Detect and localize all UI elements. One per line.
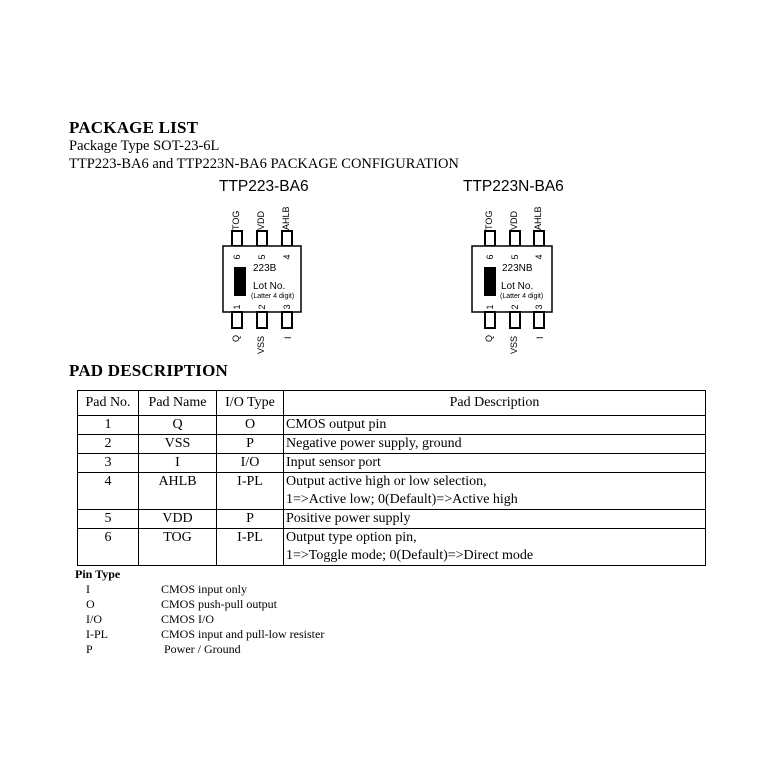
table-row xyxy=(78,529,706,566)
pin-type-code: P xyxy=(86,642,93,656)
pin-name-vdd: VDD xyxy=(509,210,519,230)
pin-type-code: O xyxy=(86,597,95,611)
cell-pad-no: 5 xyxy=(78,510,139,529)
pin-name-q: Q xyxy=(484,334,494,342)
pin-type-description: CMOS I/O xyxy=(161,612,215,626)
pin-type-code: I-PL xyxy=(86,627,108,641)
cell-io-type: P xyxy=(217,510,284,529)
pin-number-3: 3 xyxy=(282,304,292,310)
pin-name-ahlb: AHLB xyxy=(533,206,543,230)
cell-pad-name: AHLB xyxy=(139,473,217,510)
pin-number-5: 5 xyxy=(510,254,520,260)
cell-pad-name: Q xyxy=(139,416,217,435)
table-header-row xyxy=(78,391,706,416)
pin-number-6: 6 xyxy=(485,254,495,260)
description-line-1: Output active high or low selection, xyxy=(286,474,487,489)
cell-pad-no: 3 xyxy=(78,454,139,473)
pin-type-code: I/O xyxy=(86,612,102,626)
cell-description: Input sensor port xyxy=(284,454,706,473)
cell-pad-name: VDD xyxy=(139,510,217,529)
pin-name-vss: VSS xyxy=(256,335,266,354)
description-line-2: 1=>Active low; 0(Default)=>Active high xyxy=(286,492,518,507)
header-io-type: I/O Type xyxy=(217,391,284,416)
cell-description: Positive power supply xyxy=(284,510,706,529)
pin-number-1: 1 xyxy=(485,304,495,310)
pin-name-ahlb: AHLB xyxy=(281,206,291,230)
cell-pad-no: 4 xyxy=(78,473,139,510)
table-row xyxy=(78,416,706,435)
chip-diagram-ttp223n xyxy=(466,200,566,360)
cell-io-type: O xyxy=(217,416,284,435)
header-pad-no: Pad No. xyxy=(78,391,139,416)
pin-type-description: CMOS input and pull-low resister xyxy=(161,627,325,641)
pin-number-2: 2 xyxy=(510,304,520,310)
pin-name-i: I xyxy=(535,336,545,339)
pad-description-title: PAD DESCRIPTION xyxy=(69,361,229,380)
cell-io-type: I/O xyxy=(217,454,284,473)
pin-name-q: Q xyxy=(231,334,241,342)
description-line-1: Output type option pin, xyxy=(286,530,417,545)
cell-description: CMOS output pin xyxy=(284,416,706,435)
pin-name-i: I xyxy=(283,336,293,339)
cell-io-type: I-PL xyxy=(217,473,284,510)
header-pad-description: Pad Description xyxy=(284,391,706,416)
pin-number-4: 4 xyxy=(534,254,544,260)
pad-description-table xyxy=(77,390,706,566)
table-row xyxy=(78,473,706,510)
pin-type-code: I xyxy=(86,582,90,596)
cell-pad-name: TOG xyxy=(139,529,217,566)
cell-description xyxy=(284,473,706,510)
table-row xyxy=(78,510,706,529)
pin-type-description: CMOS push-pull output xyxy=(161,597,278,611)
lot-number-note: (Latter 4 digit) xyxy=(251,293,295,300)
chip-marking: 223B xyxy=(253,263,277,274)
chip-diagram-ttp223 xyxy=(220,200,320,360)
table-row xyxy=(78,435,706,454)
cell-io-type: I-PL xyxy=(217,529,284,566)
lot-number-label: Lot No. xyxy=(253,281,286,292)
description-line-2: 1=>Toggle mode; 0(Default)=>Direct mode xyxy=(286,548,534,563)
cell-description: Negative power supply, ground xyxy=(284,435,706,454)
table-row xyxy=(78,454,706,473)
lot-number-label: Lot No. xyxy=(501,281,534,292)
package-configuration-text: TTP223-BA6 and TTP223N-BA6 PACKAGE CONFIGURATION xyxy=(69,156,459,172)
pin-number-5: 5 xyxy=(257,254,267,260)
pin-type-description: CMOS input only xyxy=(161,582,248,596)
package-type-text: Package Type SOT-23-6L xyxy=(69,138,220,154)
pin-name-vss: VSS xyxy=(509,335,519,354)
cell-pad-no: 2 xyxy=(78,435,139,454)
cell-description xyxy=(284,529,706,566)
package-list-title: PACKAGE LIST xyxy=(69,118,199,137)
chip-title-ttp223n: TTP223N-BA6 xyxy=(463,178,564,195)
chip-title-ttp223: TTP223-BA6 xyxy=(219,178,309,195)
pin-name-tog: TOG xyxy=(484,210,494,230)
header-pad-name: Pad Name xyxy=(139,391,217,416)
lot-number-note: (Latter 4 digit) xyxy=(500,293,544,300)
chip-marking: 223NB xyxy=(502,263,533,274)
pin-type-title: Pin Type xyxy=(75,567,121,581)
pin-number-2: 2 xyxy=(257,304,267,310)
pin-number-6: 6 xyxy=(232,254,242,260)
cell-pad-name: I xyxy=(139,454,217,473)
cell-io-type: P xyxy=(217,435,284,454)
pin-number-4: 4 xyxy=(282,254,292,260)
cell-pad-name: VSS xyxy=(139,435,217,454)
pin-type-description: Power / Ground xyxy=(164,642,241,656)
cell-pad-no: 6 xyxy=(78,529,139,566)
pin-name-tog: TOG xyxy=(231,210,241,230)
cell-pad-no: 1 xyxy=(78,416,139,435)
pin-number-3: 3 xyxy=(534,304,544,310)
pin-name-vdd: VDD xyxy=(256,210,266,230)
pin-number-1: 1 xyxy=(232,304,242,310)
